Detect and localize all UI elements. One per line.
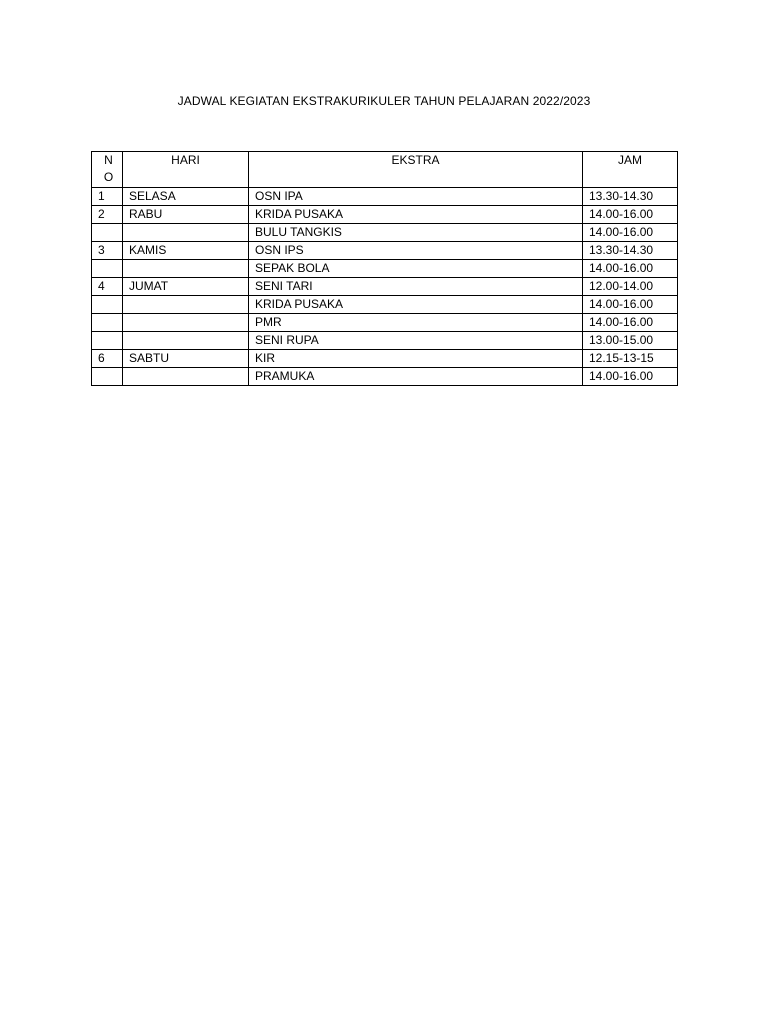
header-ekstra: EKSTRA bbox=[249, 152, 583, 188]
schedule-table bbox=[91, 151, 678, 386]
cell-no: 4 bbox=[92, 278, 123, 296]
cell-ekstra: PRAMUKA bbox=[249, 368, 583, 386]
cell-ekstra: PMR bbox=[249, 314, 583, 332]
cell-hari: SABTU bbox=[123, 350, 249, 368]
header-no: NO bbox=[92, 152, 123, 188]
table-row bbox=[92, 332, 678, 350]
cell-jam: 12.15-13-15 bbox=[583, 350, 678, 368]
cell-hari bbox=[123, 314, 249, 332]
cell-ekstra: SENI RUPA bbox=[249, 332, 583, 350]
cell-no: 3 bbox=[92, 242, 123, 260]
header-jam: JAM bbox=[583, 152, 678, 188]
cell-hari bbox=[123, 224, 249, 242]
cell-jam: 14.00-16.00 bbox=[583, 224, 678, 242]
table-row bbox=[92, 368, 678, 386]
cell-jam: 13.30-14.30 bbox=[583, 188, 678, 206]
cell-hari bbox=[123, 332, 249, 350]
cell-jam: 14.00-16.00 bbox=[583, 296, 678, 314]
cell-hari: RABU bbox=[123, 206, 249, 224]
cell-ekstra: OSN IPS bbox=[249, 242, 583, 260]
cell-hari bbox=[123, 296, 249, 314]
cell-jam: 14.00-16.00 bbox=[583, 260, 678, 278]
table-header bbox=[92, 152, 678, 188]
table-row bbox=[92, 350, 678, 368]
cell-no: 2 bbox=[92, 206, 123, 224]
cell-ekstra: KIR bbox=[249, 350, 583, 368]
cell-ekstra: BULU TANGKIS bbox=[249, 224, 583, 242]
cell-jam: 14.00-16.00 bbox=[583, 314, 678, 332]
cell-no bbox=[92, 314, 123, 332]
document-title: JADWAL KEGIATAN EKSTRAKURIKULER TAHUN PELAJARAN 2022/2023 bbox=[177, 94, 591, 108]
cell-ekstra: OSN IPA bbox=[249, 188, 583, 206]
cell-jam: 14.00-16.00 bbox=[583, 206, 678, 224]
cell-no bbox=[92, 368, 123, 386]
cell-no bbox=[92, 260, 123, 278]
cell-hari: KAMIS bbox=[123, 242, 249, 260]
cell-no: 1 bbox=[92, 188, 123, 206]
cell-no bbox=[92, 224, 123, 242]
table-row bbox=[92, 206, 678, 224]
table-row bbox=[92, 296, 678, 314]
header-hari: HARI bbox=[123, 152, 249, 188]
cell-hari: SELASA bbox=[123, 188, 249, 206]
cell-hari bbox=[123, 260, 249, 278]
cell-jam: 13.00-15.00 bbox=[583, 332, 678, 350]
cell-no bbox=[92, 332, 123, 350]
cell-no bbox=[92, 296, 123, 314]
table-row bbox=[92, 188, 678, 206]
table-row bbox=[92, 260, 678, 278]
table-body bbox=[92, 188, 678, 386]
cell-ekstra: SENI TARI bbox=[249, 278, 583, 296]
table-row bbox=[92, 224, 678, 242]
header-row bbox=[92, 152, 678, 188]
cell-hari: JUMAT bbox=[123, 278, 249, 296]
cell-hari bbox=[123, 368, 249, 386]
table-row bbox=[92, 314, 678, 332]
cell-no: 6 bbox=[92, 350, 123, 368]
cell-jam: 14.00-16.00 bbox=[583, 368, 678, 386]
table-row bbox=[92, 242, 678, 260]
table-row bbox=[92, 278, 678, 296]
cell-ekstra: KRIDA PUSAKA bbox=[249, 206, 583, 224]
cell-jam: 12.00-14.00 bbox=[583, 278, 678, 296]
cell-ekstra: KRIDA PUSAKA bbox=[249, 296, 583, 314]
cell-jam: 13.30-14.30 bbox=[583, 242, 678, 260]
cell-ekstra: SEPAK BOLA bbox=[249, 260, 583, 278]
